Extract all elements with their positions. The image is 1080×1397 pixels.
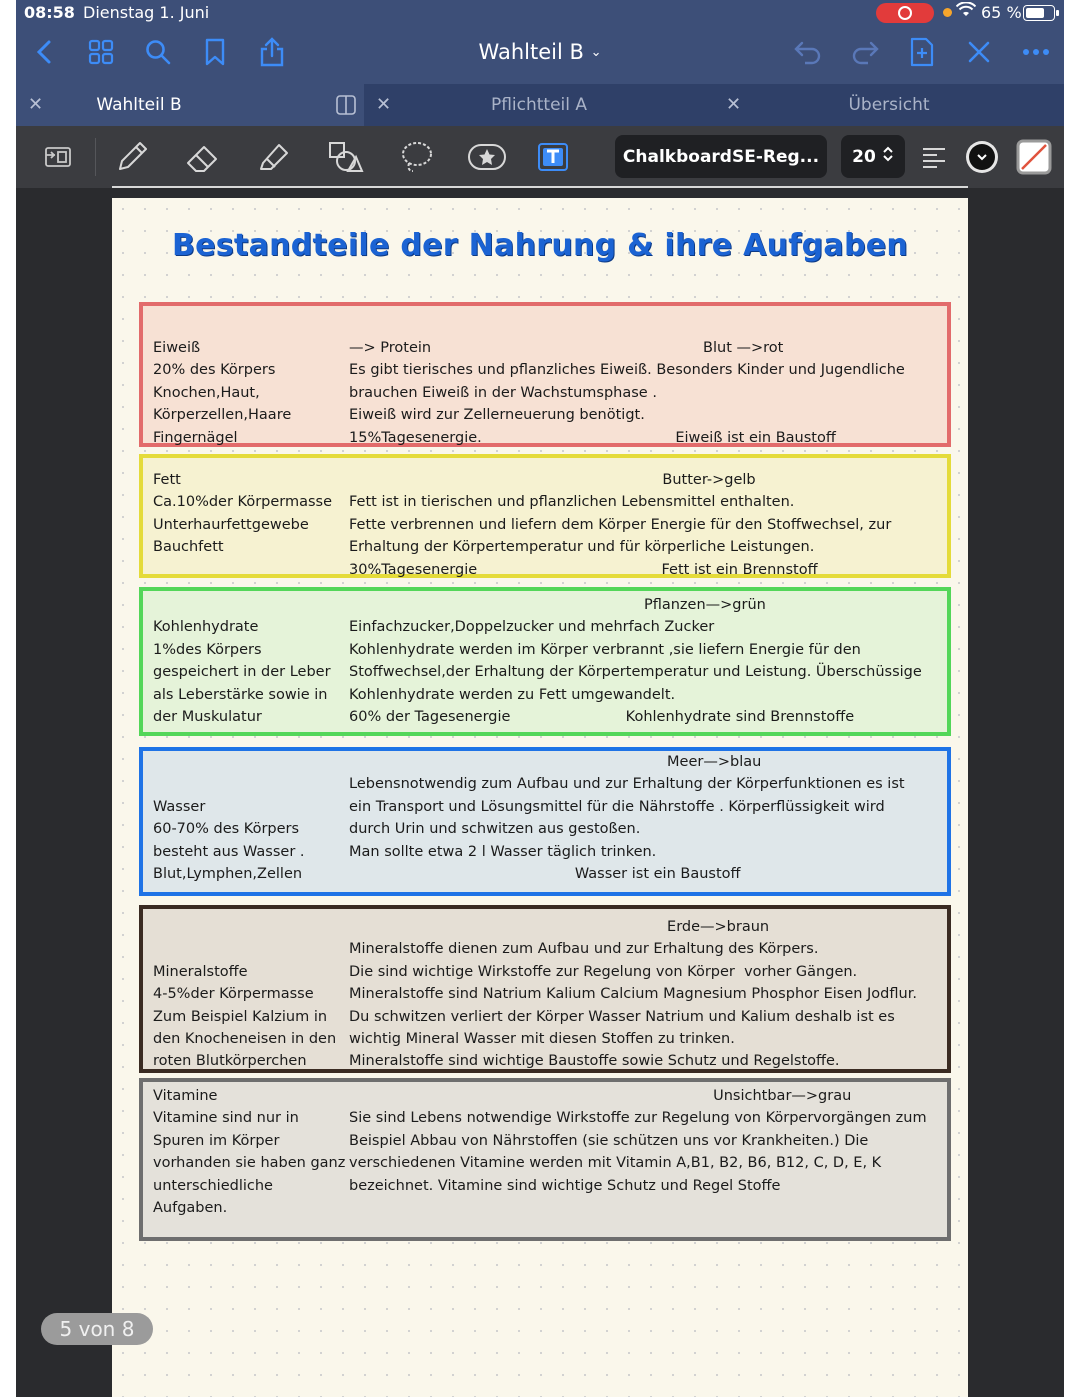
section-text-line: Kohlenhydrate werden zu Fett umgewandelt. [349, 686, 676, 703]
stepper-icon [882, 145, 894, 168]
section-text-line: Die sind wichtige Wirkstoffe zur Regelung von Körper vorher Gängen. [349, 963, 858, 980]
section-left-line: Zum Beispiel Kalzium in [153, 1008, 328, 1025]
section-text-line: verschiedenen Vitamine werden mit Vitamin A,B1, B2, B6, B12, C, D, E, K [349, 1155, 882, 1172]
section-text-line: Erde—>braun [349, 919, 770, 935]
section-left-line: als Leberstärke sowie in [153, 686, 328, 703]
section-text-line: Man sollte etwa 2 l Wasser täglich trinken. [349, 843, 657, 860]
top-bar [16, 0, 1064, 84]
section-text-line: Meer—>blau [349, 754, 762, 770]
section-text-line: brauchen Eiweiß in der Wachstumsphase . [349, 384, 657, 401]
read-only-mode-icon[interactable] [38, 138, 78, 176]
font-selector[interactable]: ChalkboardSE-Reg... [615, 135, 827, 178]
background-color-button[interactable] [1014, 138, 1054, 176]
section-text-line: Mineralstoffe dienen zum Aufbau und zur Erhaltung des Körpers. [349, 941, 819, 958]
eraser-tool-icon[interactable] [183, 138, 223, 176]
section-left-line: 4-5%der Körpermasse [153, 986, 314, 1003]
section-label: Fett [153, 472, 181, 488]
section-text-line: bezeichnet. Vitamine sind wichtige Schutz und Regel Stoffe [349, 1177, 781, 1194]
section-left-line: Blut,Lymphen,Zellen [153, 866, 303, 882]
section-left-line: Ca.10%der Körpermasse [153, 494, 333, 511]
section-left-line: Körperzellen,Haare [153, 407, 292, 424]
page-top-edge [112, 186, 968, 188]
section-text-line: Einfachzucker,Doppelzucker und mehrfach Zucker [349, 619, 715, 636]
tab-uebersicht[interactable]: ✕ Übersicht [726, 94, 930, 115]
document-title[interactable]: Wahlteil B ⌄ [478, 40, 602, 64]
section-text-line: Du schwitzen verliert der Körper Wasser Natrium und Kalium deshalb ist es [349, 1008, 895, 1025]
section-left-line: Knochen,Haut, [153, 384, 260, 401]
wifi-icon [956, 2, 976, 22]
section-left-line: Kohlenhydrate [153, 619, 259, 636]
close-tools-icon[interactable] [963, 36, 995, 68]
toolbar-divider [95, 138, 96, 176]
chevron-down-icon: ⌄ [590, 45, 602, 60]
mic-indicator-icon [943, 8, 952, 17]
section-text-line: —> Protein Blut —>rot [349, 340, 784, 356]
page-indicator[interactable]: 5 von 8 [41, 1313, 153, 1345]
section-left-line: 60-70% des Körpers [153, 821, 300, 838]
section-left-line: Fingernägel [153, 429, 238, 446]
section-left-line: 1%des Körpers [153, 641, 262, 658]
close-tab-icon[interactable]: ✕ [726, 94, 742, 115]
section-left-line: Bauchfett [153, 539, 224, 556]
status-time: 08:58 [24, 3, 75, 22]
section-text-line: Es gibt tierisches und pflanzliches Eiweiß. Besonders Kinder und Jugendliche [349, 362, 905, 379]
close-tab-icon[interactable]: ✕ [28, 94, 44, 115]
section-left-line: vorhanden sie haben ganz [153, 1155, 346, 1172]
section-text-line: durch Urin und schwitzen aus gestoßen. [349, 821, 641, 838]
section-left-line: Unterhaurfettgewebe [153, 516, 309, 533]
section-text-line: Kohlenhydrate werden im Körper verbrannt ,sie liefern Energie für den [349, 641, 861, 658]
section-text-line: Unsichtbar—>grau [349, 1088, 852, 1104]
page-title: Bestandteile der Nahrung & ihre Aufgaben [171, 228, 909, 263]
section-left-line: besteht aus Wasser . [153, 843, 305, 860]
tab-wahlteil-b[interactable]: ✕ Wahlteil B [16, 84, 364, 126]
section-left-line: gespeichert in der Leber [153, 664, 331, 681]
close-tab-icon[interactable]: ✕ [376, 94, 392, 115]
section-left-line: Aufgaben. [153, 1200, 228, 1216]
tab-bar [16, 84, 1064, 126]
section-text-line: Beispiel Abbau von Nährstoffen (sie schützen uns vor Krankheiten.) Die [349, 1132, 869, 1149]
tab-pflichtteil-a[interactable]: ✕ Pflichtteil A [376, 94, 588, 115]
section-text-line: Mineralstoffe sind Natrium Kalium Calcium Magnesium Phosphor Eisen Jodflur. [349, 986, 917, 1003]
drawing-toolbar [16, 126, 1064, 188]
section-label: Eiweiß [153, 340, 201, 356]
section-text-line: Mineralstoffe sind wichtige Baustoffe sowie Schutz und Regelstoffe. [349, 1053, 840, 1070]
section-text-line: Sie sind Lebens notwendige Wirkstoffe zur Regelung von Körpervorgängen zum [349, 1110, 927, 1127]
section-text-line: 15%Tagesenergie. Eiweiß ist ein Baustoff [349, 429, 836, 446]
section-text-line: Butter->gelb [349, 472, 756, 488]
section-text-line: wichtig Mineral Wasser mit diesen Stoffen zu trinken. [349, 1031, 735, 1047]
redo-icon[interactable] [849, 36, 881, 68]
section-eiweiss[interactable] [139, 302, 951, 447]
shapes-tool-icon[interactable] [325, 138, 365, 176]
section-left-line: Wasser [153, 798, 206, 815]
notebook-page[interactable] [112, 198, 968, 1397]
section-mineralstoffe[interactable] [139, 905, 951, 1073]
split-view-icon[interactable] [336, 95, 356, 120]
section-left-line: Mineralstoffe [153, 963, 248, 980]
add-page-icon[interactable] [906, 36, 938, 68]
font-size-selector[interactable]: 20 [841, 135, 905, 178]
battery-icon [1023, 5, 1055, 21]
section-left-line: der Muskulatur [153, 709, 262, 725]
status-date: Dienstag 1. Juni [83, 3, 210, 22]
section-text-line: 30%Tagesenergie Fett ist ein Brennstoff [349, 561, 818, 578]
text-align-icon[interactable] [914, 138, 954, 176]
section-left-line: roten Blutkörperchen [153, 1053, 307, 1070]
section-left-line: Vitamine sind nur in [153, 1110, 299, 1127]
section-fett[interactable] [139, 454, 951, 578]
more-icon[interactable] [1020, 36, 1052, 68]
section-text-line: Fett ist in tierischen und pflanzlichen Lebensmittel enthalten. [349, 494, 795, 511]
ipad-screen [16, 0, 1064, 1397]
section-wasser[interactable] [139, 747, 951, 896]
section-text-line: Fette verbrennen und liefern dem Körper Energie für den Stoffwechsel, zur [349, 516, 892, 533]
elements-tool-icon[interactable] [467, 138, 507, 176]
text-tool-icon[interactable] [533, 138, 573, 176]
text-color-button[interactable] [962, 138, 1002, 176]
section-text-line: Stoffwechsel,der Erhaltung der Körpertemperatur und Leistung. Überschüssige [349, 664, 922, 681]
screen-recording-icon[interactable] [876, 3, 934, 23]
section-text-line: Pflanzen—>grün [349, 597, 766, 613]
section-left-line: Spuren im Körper [153, 1132, 280, 1149]
section-left-line: unterschiedliche [153, 1177, 273, 1194]
section-vitamine[interactable] [139, 1078, 951, 1241]
battery-percent: 65 % [981, 3, 1022, 22]
section-left-line: 20% des Körpers [153, 362, 276, 379]
section-text-line: Lebensnotwendig zum Aufbau und zur Erhaltung der Körperfunktionen es ist [349, 776, 905, 793]
highlighter-tool-icon[interactable] [254, 138, 294, 176]
section-text-line: Wasser ist ein Baustoff [349, 866, 741, 882]
section-kohlenhydrate[interactable] [139, 587, 951, 736]
section-left-line: den Knocheneisen in den [153, 1031, 337, 1047]
section-text-line: Erhaltung der Körpertemperatur und für körperliche Leistungen. [349, 539, 815, 556]
lasso-tool-icon[interactable] [396, 138, 436, 176]
section-text-line: Eiweiß wird zur Zellerneuerung benötigt. [349, 407, 645, 424]
pen-tool-icon[interactable] [112, 138, 152, 176]
undo-icon[interactable] [792, 36, 824, 68]
section-text-line: 60% der Tagesenergie Kohlenhydrate sind Brennstoffe [349, 709, 855, 725]
section-label: Vitamine [153, 1088, 218, 1104]
section-text-line: ein Transport und Lösungsmittel für die Nährstoffe . Körperflüssigkeit wird [349, 798, 885, 815]
